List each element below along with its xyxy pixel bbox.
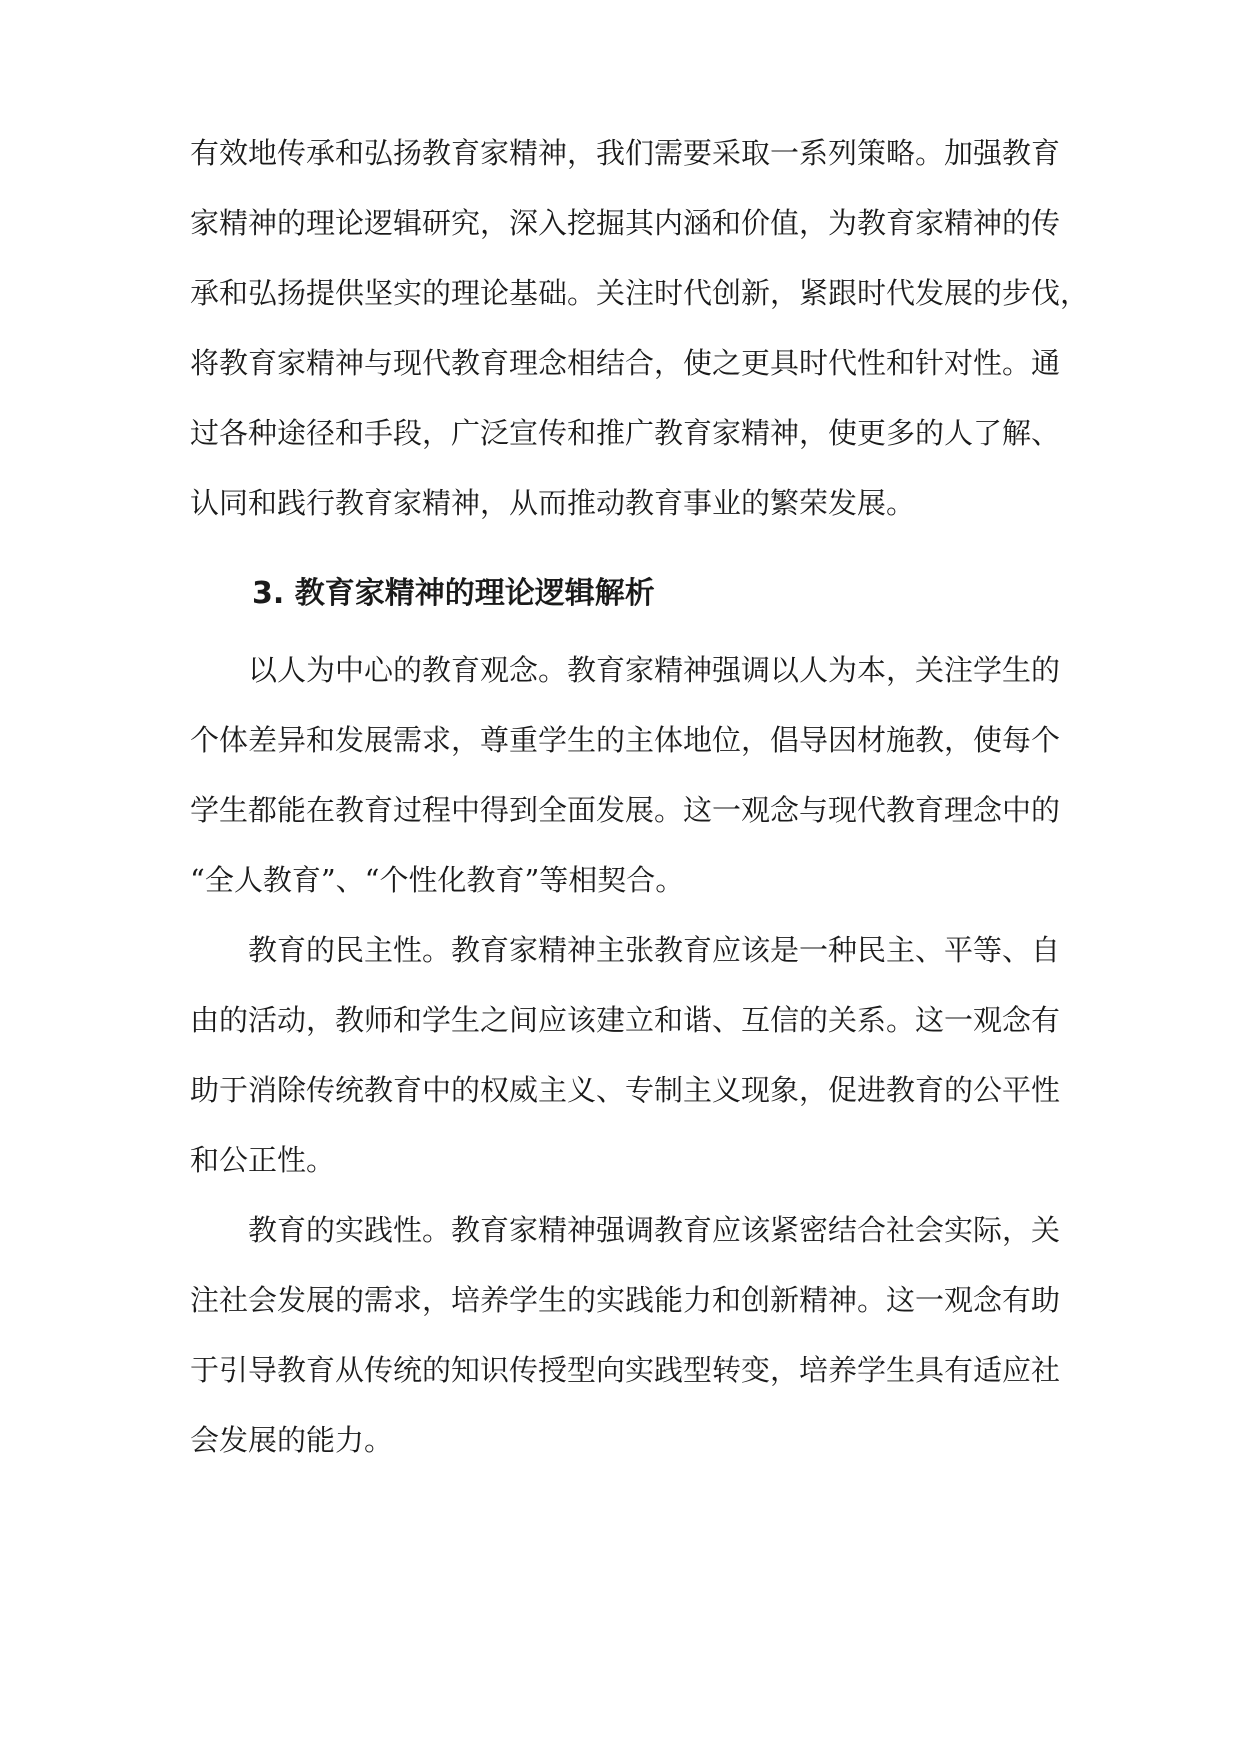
section-heading: 3. 教育家精神的理论逻辑解析 xyxy=(252,576,655,611)
text-line: 助于消除传统教育中的权威主义、专制主义现象，促进教育的公平性 xyxy=(190,1073,1061,1107)
text-line: 过各种途径和手段，广泛宣传和推广教育家精神，使更多的人了解、 xyxy=(190,416,1061,450)
text-line: 由的活动，教师和学生之间应该建立和谐、互信的关系。这一观念有 xyxy=(190,1003,1061,1037)
text-line: “全人教育”、“个性化教育”等相契合。 xyxy=(190,863,685,897)
text-line: 学生都能在教育过程中得到全面发展。这一观念与现代教育理念中的 xyxy=(190,793,1061,827)
text-line: 个体差异和发展需求，尊重学生的主体地位，倡导因材施教，使每个 xyxy=(190,723,1061,757)
text-line: 会发展的能力。 xyxy=(190,1423,394,1457)
text-line: 教育的实践性。教育家精神强调教育应该紧密结合社会实际，关 xyxy=(248,1213,1061,1247)
text-line: 将教育家精神与现代教育理念相结合，使之更具时代性和针对性。通 xyxy=(190,346,1061,380)
text-line: 承和弘扬提供坚实的理论基础。关注时代创新，紧跟时代发展的步伐， xyxy=(190,276,1090,310)
text-line: 注社会发展的需求，培养学生的实践能力和创新精神。这一观念有助 xyxy=(190,1283,1061,1317)
text-line: 有效地传承和弘扬教育家精神，我们需要采取一系列策略。加强教育 xyxy=(190,136,1061,170)
text-line: 家精神的理论逻辑研究，深入挖掘其内涵和价值，为教育家精神的传 xyxy=(190,206,1061,240)
text-line: 于引导教育从传统的知识传授型向实践型转变，培养学生具有适应社 xyxy=(190,1353,1061,1387)
text-line: 认同和践行教育家精神，从而推动教育事业的繁荣发展。 xyxy=(190,486,916,520)
text-line: 教育的民主性。教育家精神主张教育应该是一种民主、平等、自 xyxy=(248,933,1061,967)
text-line: 以人为中心的教育观念。教育家精神强调以人为本，关注学生的 xyxy=(248,653,1061,687)
text-line: 和公正性。 xyxy=(190,1143,336,1177)
